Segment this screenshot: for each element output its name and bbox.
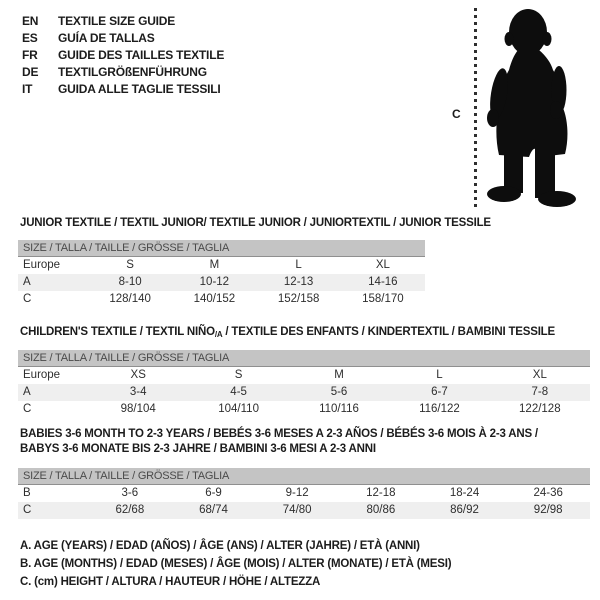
table-row	[18, 274, 425, 291]
size-header-bar: SIZE / TALLA / TAILLE / GRÖSSE / TAGLIA	[18, 468, 590, 485]
language-code: EN	[22, 14, 39, 28]
age-cell: 10-12	[199, 276, 230, 288]
footnote-c: C. (cm) HEIGHT / ALTURA / HAUTEUR / HÖHE / ALTEZZA	[20, 576, 321, 588]
row-label: C	[23, 504, 32, 516]
children-table-title	[20, 325, 555, 342]
babies-table-title	[20, 427, 538, 457]
height-cell: 158/170	[362, 293, 404, 305]
size-cell: L	[436, 369, 443, 381]
size-cell: M	[209, 259, 220, 271]
table-row	[18, 384, 590, 401]
size-cell: XL	[532, 369, 547, 381]
age-cell: 12-13	[283, 276, 314, 288]
size-cell: XL	[375, 259, 390, 271]
toddler-silhouette-icon	[483, 8, 597, 208]
title-segment: / TEXTILE DES ENFANTS / KINDERTEXTIL / BAMBINI TESSILE	[222, 326, 555, 338]
row-label: Europe	[23, 259, 61, 271]
table-row	[18, 367, 590, 384]
age-cell: 3-6	[121, 487, 139, 499]
height-cell: 74/80	[282, 504, 312, 516]
height-cell: 98/104	[120, 403, 156, 415]
row-label: A	[23, 276, 31, 288]
height-cell: 62/68	[115, 504, 145, 516]
language-title: GUIDA ALLE TAGLIE TESSILI	[58, 82, 221, 96]
babies-title-line2: BABYS 3-6 MONATE BIS 2-3 JAHRE / BAMBINI 3-6 MESI A 2-3 ANNI	[20, 443, 376, 455]
age-cell: 6-9	[205, 487, 222, 499]
language-title: TEXTILGRÖßENFÜHRUNG	[58, 65, 207, 79]
size-cell: L	[295, 259, 302, 271]
height-cell: 152/158	[277, 293, 320, 305]
row-label: C	[23, 293, 32, 305]
age-cell: 24-36	[533, 487, 563, 499]
row-label: Europe	[23, 369, 61, 381]
age-cell: 12-18	[366, 487, 396, 499]
title-subscript: /A	[214, 330, 223, 339]
language-title-list	[22, 13, 224, 98]
table-row	[18, 502, 590, 519]
language-row-it	[22, 81, 224, 98]
age-cell: 18-24	[449, 487, 480, 499]
age-cell: 5-6	[330, 386, 348, 398]
footnote-b: B. AGE (MONTHS) / EDAD (MESES) / ÂGE (MOIS) / ALTER (MONATE) / ETÀ (MESI)	[20, 558, 452, 570]
language-row-es	[22, 30, 224, 47]
size-cell: S	[126, 259, 134, 271]
height-cell: 104/110	[218, 403, 259, 415]
table-row	[18, 401, 590, 418]
age-cell: 7-8	[531, 386, 549, 398]
table-row	[18, 485, 590, 502]
table-row	[18, 291, 425, 308]
height-measure-label: C	[452, 107, 461, 121]
age-cell: 3-4	[129, 386, 147, 398]
junior-size-table	[18, 240, 425, 308]
children-size-table	[18, 350, 590, 418]
language-title: GUÍA DE TALLAS	[58, 31, 155, 45]
language-code: DE	[22, 65, 39, 79]
age-cell: 9-12	[285, 487, 309, 499]
height-cell: 68/74	[199, 504, 228, 516]
size-cell: M	[334, 369, 344, 381]
footnote-a: A. AGE (YEARS) / EDAD (AÑOS) / ÂGE (ANS) / ALTER (JAHRE) / ETÀ (ANNI)	[20, 540, 420, 552]
size-header-bar: SIZE / TALLA / TAILLE / GRÖSSE / TAGLIA	[18, 350, 590, 367]
size-cell: S	[234, 369, 243, 381]
row-label: A	[23, 386, 31, 398]
language-code: IT	[22, 82, 33, 96]
height-cell: 92/98	[533, 504, 563, 516]
legend-footnotes	[20, 537, 451, 591]
language-code: FR	[22, 48, 38, 62]
language-row-de	[22, 64, 224, 81]
height-cell: 128/140	[109, 293, 151, 305]
age-cell: 6-7	[431, 386, 448, 398]
height-cell: 110/116	[319, 403, 359, 415]
junior-table-title: JUNIOR TEXTILE / TEXTIL JUNIOR/ TEXTILE JUNIOR / JUNIORTEXTIL / JUNIOR TESSILE	[20, 217, 491, 229]
language-title: TEXTILE SIZE GUIDE	[58, 14, 176, 28]
language-row-en	[22, 13, 224, 30]
height-cell: 116/122	[419, 403, 460, 415]
height-cell: 86/92	[450, 504, 479, 516]
age-cell: 4-5	[230, 386, 247, 398]
size-header-bar: SIZE / TALLA / TAILLE / GRÖSSE / TAGLIA	[18, 240, 425, 257]
row-label: B	[23, 487, 31, 499]
row-label: C	[23, 403, 32, 415]
height-cell: 80/86	[366, 504, 396, 516]
height-cell: 140/152	[193, 293, 236, 305]
language-row-fr	[22, 47, 224, 64]
title-segment: CHILDREN'S TEXTILE / TEXTIL NIÑO	[20, 326, 215, 338]
babies-title-line1: BABIES 3-6 MONTH TO 2-3 YEARS / BEBÉS 3-6 MESES A 2-3 AÑOS / BÉBÉS 3-6 MOIS À 2-3 ANS /	[20, 428, 538, 440]
height-cell: 122/128	[519, 403, 561, 415]
language-title: GUIDE DES TAILLES TEXTILE	[58, 48, 225, 62]
age-cell: 8-10	[118, 276, 142, 288]
age-cell: 14-16	[368, 276, 398, 288]
babies-size-table	[18, 468, 590, 519]
size-cell: XS	[130, 369, 146, 381]
table-row	[18, 257, 425, 274]
language-code: ES	[22, 31, 38, 45]
height-dotted-line	[474, 8, 477, 208]
